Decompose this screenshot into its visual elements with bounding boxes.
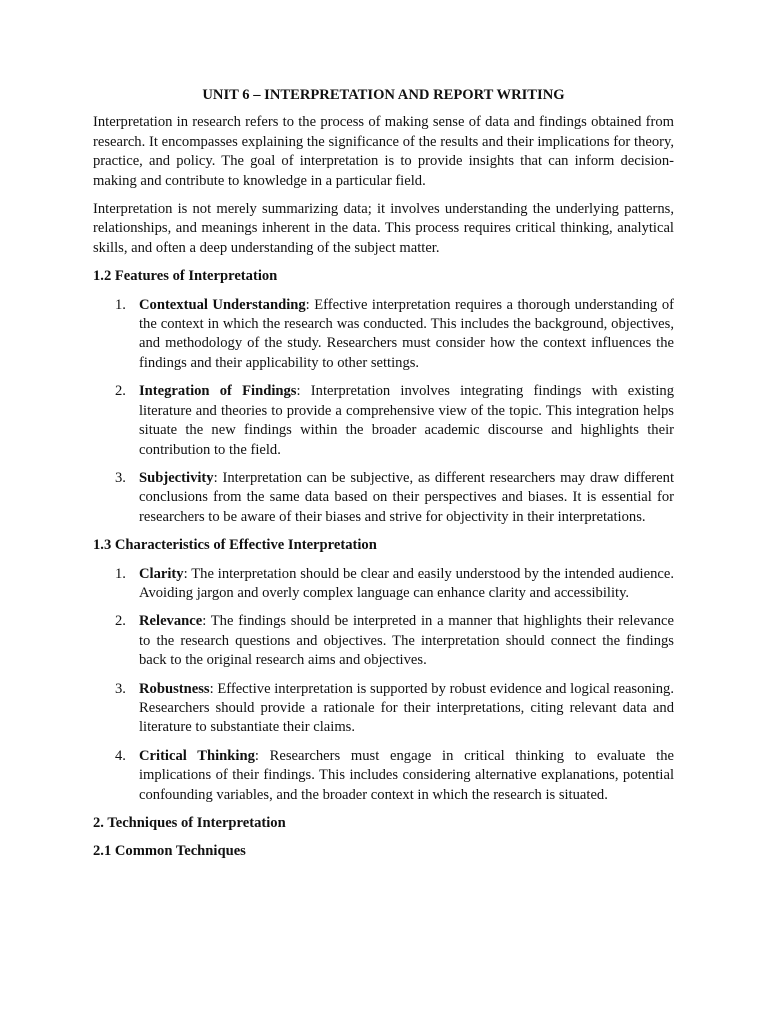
list-item-text: : Interpretation can be subjective, as different researchers may draw different conclusions from the same data based on their perspectives and biases. It is essential for researchers to be aware of their biases and strive for objectivity in their interpretations. [139, 469, 674, 525]
list-item-number: 1. [115, 296, 126, 313]
list-item-number: 1. [115, 565, 126, 582]
section-heading-features: 1.2 Features of Interpretation [93, 268, 278, 285]
section-heading-techniques: 2. Techniques of Interpretation [93, 815, 286, 831]
intro-paragraph-1: Interpretation in research refers to the process of making sense of data and findings obtained from research. It encompasses explaining the significance of the results and their implications for theory, practice, and policy. The goal of interpretation is to provide insights that can inform decision-making and contribute to knowledge in a particular field. [93, 114, 674, 189]
subsection-heading-common-techniques: 2.1 Common Techniques [93, 843, 246, 860]
list-item-term: Relevance [139, 613, 203, 630]
list-item-number: 4. [115, 747, 126, 764]
list-item-text: : Effective interpretation requires a thorough understanding of the context in which the research was conducted. This includes the background, objectives, and methodology of the study. Researchers must consider how the context influences the findings and their applicability to other settings. [139, 296, 674, 371]
list-item [93, 382, 674, 460]
document-title: UNIT 6 – INTERPRETATION AND REPORT WRITING [202, 87, 565, 103]
intro-paragraph-2: Interpretation is not merely summarizing data; it involves understanding the underlying patterns, relationships, and meanings inherent in the data. This process requires critical thinking, analytical skills, and often a deep understanding of the subject matter. [93, 201, 674, 256]
list-item [93, 747, 674, 805]
list-item-number: 2. [115, 383, 126, 400]
list-item-term: Clarity [139, 565, 184, 582]
list-item-term: Subjectivity [139, 469, 214, 486]
list-item-term: Critical Thinking [139, 747, 255, 764]
list-item-text: : Interpretation involves integrating findings with existing literature and theories to provide a comprehensive view of the topic. This integration helps situate the new findings within the broader academic discourse and highlights their contribution to the field. [139, 383, 674, 458]
list-item [93, 612, 674, 670]
list-item-text: : Researchers must engage in critical thinking to evaluate the implications of their findings. This includes considering alternative explanations, potential confounding variables, and the broader context in which the research is situated. [139, 747, 674, 803]
list-item [93, 296, 674, 374]
list-item-term: Robustness [139, 680, 210, 697]
list-item-number: 3. [115, 680, 126, 697]
list-item [93, 680, 674, 738]
list-item [93, 469, 674, 527]
list-item-text: : The findings should be interpreted in a manner that highlights their relevance to the research questions and objectives. The interpretation should connect the findings back to the original research aims and objectives. [139, 613, 674, 669]
list-item-number: 3. [115, 469, 126, 486]
list-item-text: : The interpretation should be clear and easily understood by the intended audience. Avoiding jargon and overly complex language can enhance clarity and accessibility. [139, 565, 674, 601]
list-item-text: : Effective interpretation is supported by robust evidence and logical reasoning. Researchers should provide a rationale for their interpretations, citing relevant data and literature to substantiate their claims. [139, 680, 674, 736]
list-item-term: Integration of Findings [139, 383, 297, 400]
features-list [93, 296, 674, 527]
list-item-term: Contextual Understanding [139, 296, 306, 313]
section-heading-characteristics: 1.3 Characteristics of Effective Interpretation [93, 537, 377, 554]
characteristics-list [93, 565, 674, 805]
list-item-number: 2. [115, 613, 126, 630]
list-item [93, 565, 674, 604]
